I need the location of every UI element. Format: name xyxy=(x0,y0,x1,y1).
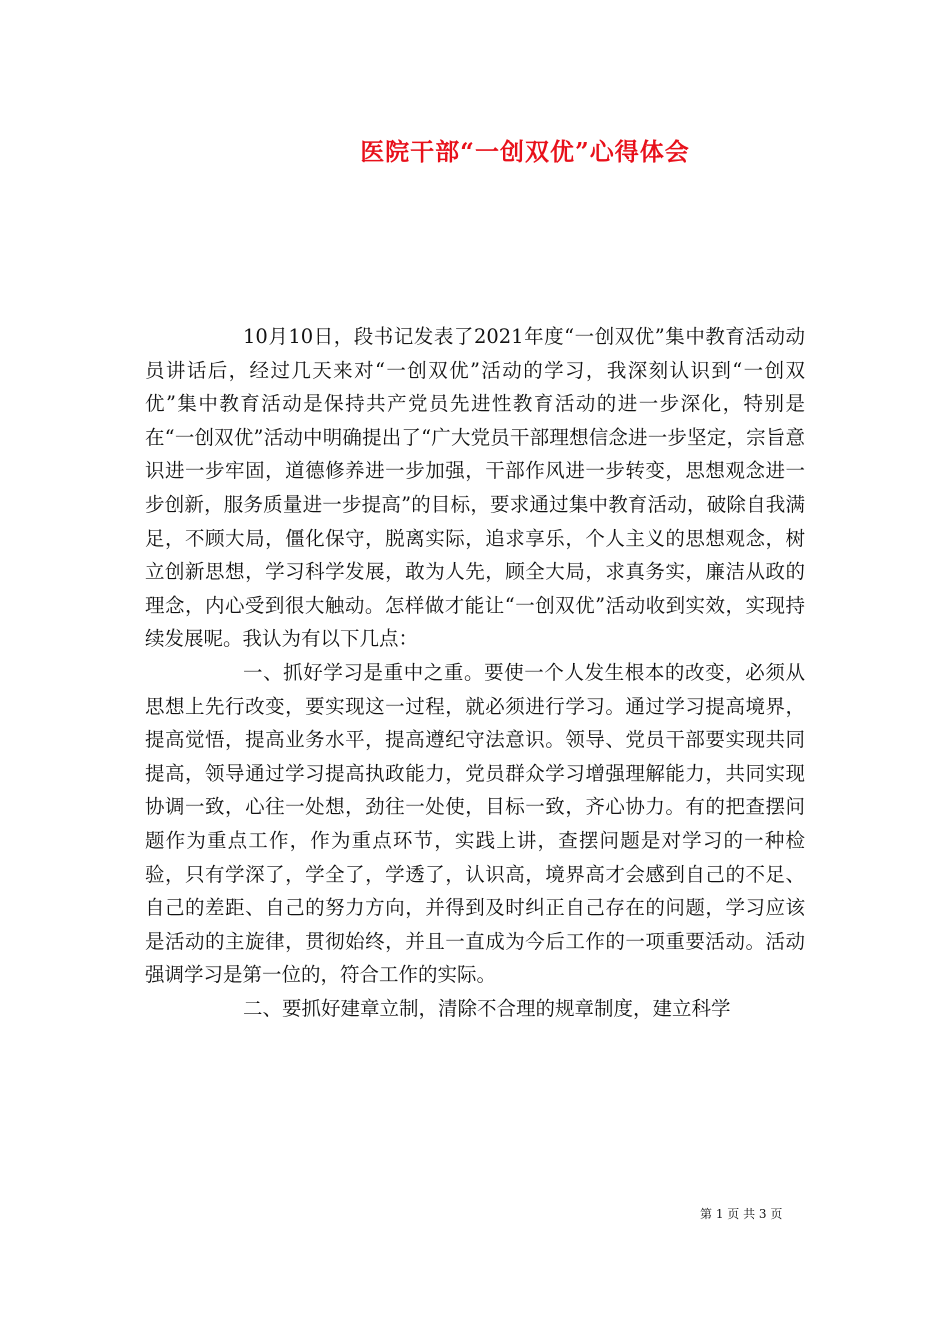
page-number-footer: 第 1 页 共 3 页 xyxy=(700,1207,783,1221)
paragraph-intro: 10月10日，段书记发表了2021年度“一创双优”集中教育活动动员讲话后，经过几天来对“一创双优”活动的学习，我深刻认识到“一创双优”集中教育活动是保持共产党员先进性教育活动的进一步深化，特别是在“一创双优”活动中明确提出了“广大党员干部理想信念进一步坚定，宗旨意识进一步牢固，道德修养进一步加强，干部作风进一步转变，思想观念进一步创新，服务质量进一步提高”的目标，要求通过集中教育活动，破除自我满足，不顾大局，僵化保守，脱离实际，追求享乐，个人主义的思想观念，树立创新思想，学习科学发展，敢为人先，顾全大局，求真务实，廉洁从政的理念，内心受到很大触动。怎样做才能让“一创双优”活动收到实效，实现持续发展呢。我认为有以下几点： xyxy=(145,325,805,651)
document-title: 医院干部“一创双优”心得体会 xyxy=(360,137,690,166)
paragraph-point-one: 一、抓好学习是重中之重。要使一个人发生根本的改变，必须从思想上先行改变，要实现这一过程，就必须进行学习。通过学习提高境界，提高觉悟，提高业务水平，提高遵纪守法意识。领导、党员干部要实现共同提高，领导通过学习提高执政能力，党员群众学习增强理解能力，共同实现协调一致，心往一处想，劲往一处使，目标一致，齐心协力。有的把查摆问题作为重点工作，作为重点环节，实践上讲，查摆问题是对学习的一种检验，只有学深了，学全了，学透了，认识高，境界高才会感到自己的不足、自己的差距、自己的努力方向，并得到及时纠正自己存在的问题，学习应该是活动的主旋律，贯彻始终，并且一直成为今后工作的一项重要活动。活动强调学习是第一位的，符合工作的实际。 xyxy=(145,660,805,987)
paragraph-point-two: 二、要抓好建章立制，清除不合理的规章制度，建立科学 xyxy=(243,996,731,1020)
document-body xyxy=(145,320,805,1025)
